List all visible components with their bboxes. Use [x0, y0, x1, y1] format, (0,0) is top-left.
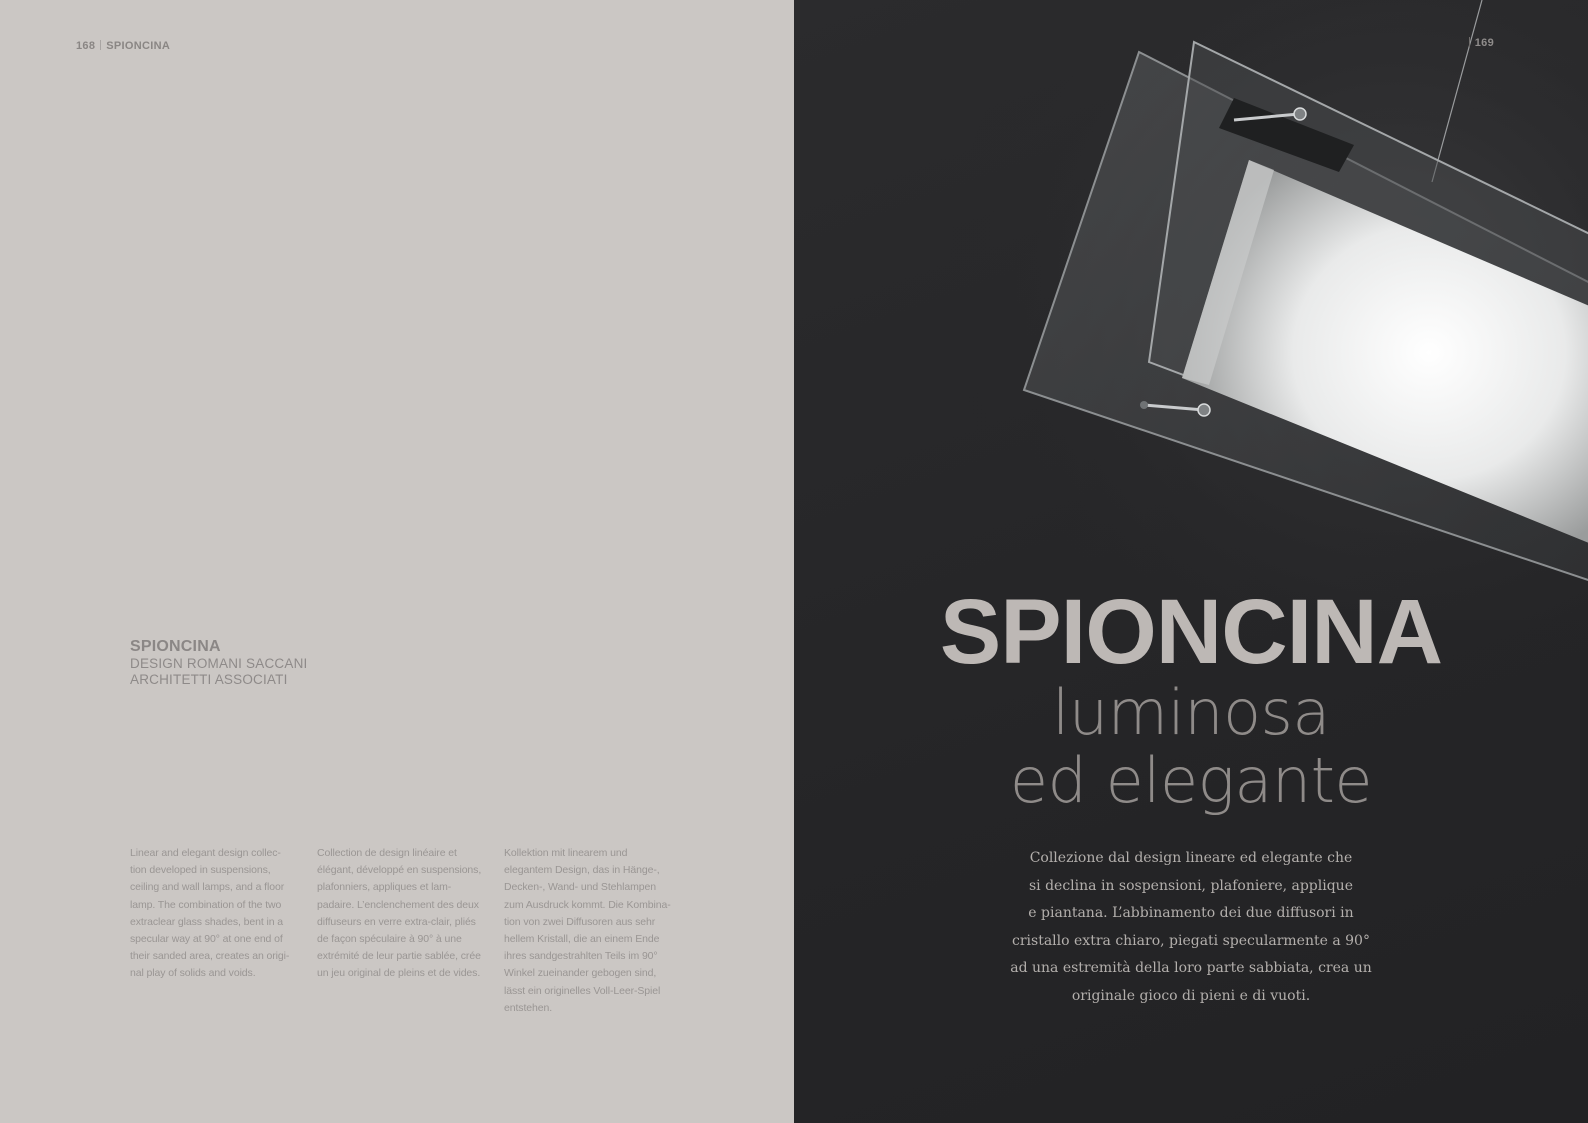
- designer-line-2: ARCHITETTI ASSOCIATI: [130, 672, 288, 687]
- screw-bottom-end: [1140, 401, 1148, 409]
- description-line: Collection de design linéaire et: [317, 847, 457, 859]
- hero-subtitle-line-2: ed elegante: [1009, 744, 1373, 817]
- description-line: nal play of solids and voids.: [130, 967, 256, 980]
- description-english: [130, 845, 302, 983]
- description-line: ceiling and wall lamps, and a floor: [130, 881, 285, 894]
- screw-top: [1294, 108, 1306, 120]
- folio-divider: [100, 40, 101, 50]
- description-line: lässt ein originelles Voll-Leer-Spiel: [504, 984, 661, 997]
- description-german: [504, 845, 676, 1017]
- screw-bottom: [1198, 404, 1210, 416]
- description-line: cristallo extra chiaro, piegati specularmente a 90°: [1012, 932, 1370, 949]
- description-line: their sanded area, creates an origi-: [130, 950, 290, 963]
- description-line: entstehen.: [504, 1001, 553, 1014]
- description-line: de façon spéculaire à 90° à une: [317, 933, 462, 946]
- description-line: tion developed in suspensions,: [130, 864, 271, 877]
- product-name: SPIONCINA: [130, 638, 221, 655]
- description-line: specular way at 90° at one end of: [130, 933, 283, 946]
- page-folio-left: [76, 40, 170, 52]
- description-line: hellem Kristall, die an einem Ende: [504, 933, 660, 946]
- product-credits: [130, 638, 307, 688]
- description-line: ihres sandgestrahlten Teils im 90°: [504, 950, 658, 963]
- lamp-photo: [794, 0, 1588, 620]
- page-number-left: 168: [76, 40, 96, 52]
- description-line: élégant, développé en suspensions,: [317, 864, 482, 877]
- description-line: originale gioco di pieni e di vuoti.: [1071, 987, 1311, 1004]
- page-folio-right: [1469, 37, 1494, 49]
- page-number-right: 169: [1474, 37, 1494, 49]
- description-line: Collezione dal design lineare ed elegante che: [1029, 850, 1353, 866]
- description-line: plafonniers, appliques et lam-: [317, 881, 452, 894]
- description-french: [317, 845, 489, 983]
- hero-title: SPIONCINA: [939, 581, 1443, 683]
- description-line: diffuseurs en verre extra-clair, pliés: [317, 915, 476, 928]
- section-title: SPIONCINA: [106, 40, 171, 52]
- description-line: e piantana. L’abbinamento dei due diffusori in: [1028, 905, 1354, 921]
- right-page: [794, 0, 1588, 1123]
- description-line: si declina in sospensioni, plafoniere, applique: [1028, 877, 1353, 894]
- description-line: elegantem Design, das in Hänge-,: [504, 864, 660, 877]
- description-line: lamp. The combination of the two: [130, 898, 282, 911]
- description-line: padaire. L’enclenchement des deux: [317, 898, 479, 911]
- hero-subtitle-line-1: luminosa: [1052, 676, 1330, 749]
- description-line: Linear and elegant design collec-: [130, 847, 281, 859]
- description-line: un jeu original de pleins et de vides.: [317, 967, 481, 980]
- description-line: Decken-, Wand- und Stehlampen: [504, 881, 656, 894]
- designer-line-1: DESIGN ROMANI SACCANI: [130, 656, 308, 671]
- description-line: Winkel zueinander gebogen sind,: [504, 967, 657, 980]
- description-line: tion von zwei Diffusoren aus sehr: [504, 915, 656, 928]
- folio-divider: [1469, 37, 1470, 47]
- description-line: Kollektion mit linearem und: [504, 847, 628, 859]
- italian-description: [794, 845, 1588, 1010]
- description-line: ad una estremità della loro parte sabbiata, crea un: [1010, 960, 1372, 976]
- description-line: extraclear glass shades, bent in a: [130, 915, 284, 928]
- description-line: zum Ausdruck kommt. Die Kombina-: [504, 898, 671, 911]
- description-line: extrémité de leur partie sablée, crée: [317, 950, 481, 963]
